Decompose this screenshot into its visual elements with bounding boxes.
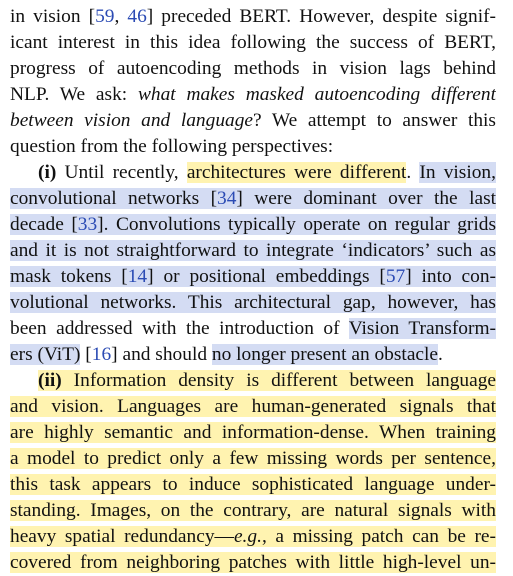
highlight-blue: no longer present an obstacle [211,344,439,365]
highlight-blue: mask tokens [14] or positional embeddings [57] into con- [10,266,496,287]
highlight-blue: Vision Transform- [348,318,496,339]
text-line [10,420,496,446]
citation-link[interactable]: 34 [217,188,237,209]
emphasis-text: between vision and language [10,110,254,131]
text-line [38,368,496,394]
text-line [10,264,496,290]
text-line [10,550,496,576]
highlight-blue: In vision, [419,162,496,183]
text-line: question from the following perspectives: [10,136,334,157]
citation-link[interactable]: 57 [385,266,406,287]
text-line: NLP. We ask: what makes masked autoencoding different [10,84,496,105]
highlight-yellow: standing. Images, on the contrary, are natural signals with [10,500,496,521]
citation-link[interactable]: 33 [77,214,98,235]
text-line [10,238,496,264]
text-line: (i) Until recently, architectures were different. In vision, [38,162,496,183]
highlight-blue: decade [33]. Convolutions typically operate on regular grids [10,214,496,235]
highlight-yellow: this task appears to induce sophisticated language under- [10,474,496,495]
text-line [10,498,496,524]
highlight-yellow: a model to predict only a few missing words per sentence, [10,448,496,469]
text-line: between vision and language? We attempt to answer this [10,110,496,131]
text-line [10,212,496,238]
text-line [10,394,496,420]
highlight-yellow: and vision. [10,396,118,417]
text-line [10,472,496,498]
highlight-blue: ers (ViT) [10,344,81,365]
highlight-yellow: (ii) Information density is different between language [38,370,496,391]
text-line [10,524,496,550]
paragraph-label: (i) [38,162,57,183]
citation-link[interactable]: 14 [127,266,148,287]
highlight-blue: convolutional networks [34] were dominant over the last [10,188,496,209]
highlight-blue: volutional networks. [10,292,188,313]
text-line: progress of autoencoding methods in vision lags behind [10,58,496,79]
highlight-yellow: a missing patch can be re- [275,526,496,547]
highlight-yellow: Languages are human-generated signals that [117,396,496,417]
text-line: icant interest in this idea following the success of BERT, [10,32,496,53]
citation-link[interactable]: 59 [95,6,115,27]
highlight-yellow: heavy spatial redundancy—e.g., [10,526,276,547]
highlight-yellow: architectures were different [186,162,407,183]
emphasis-text: e.g. [233,526,262,547]
text-line: in vision [59, 46] preceded BERT. However, despite signif- [10,6,496,27]
highlight-blue: and it is not straightforward to integrate ‘indicators’ such as [10,240,496,261]
highlight-yellow: are highly semantic and information-dense. When training [10,422,496,443]
highlight-yellow: covered from neighboring patches with little high-level un- [10,552,496,573]
paragraph-label: (ii) [38,370,62,391]
text-line: been addressed with the introduction of Vision Transform- [10,318,496,339]
text-line [10,290,496,316]
emphasis-text: what makes masked autoencoding different [137,84,496,105]
text-line [10,446,496,472]
citation-link[interactable]: 46 [127,6,147,27]
highlight-blue: This architectural gap, however, has [187,292,496,313]
citation-link[interactable]: 16 [91,344,112,365]
text-line: ers (ViT) [16] and should no longer present an obstacle. [10,344,443,365]
text-line [10,186,496,212]
